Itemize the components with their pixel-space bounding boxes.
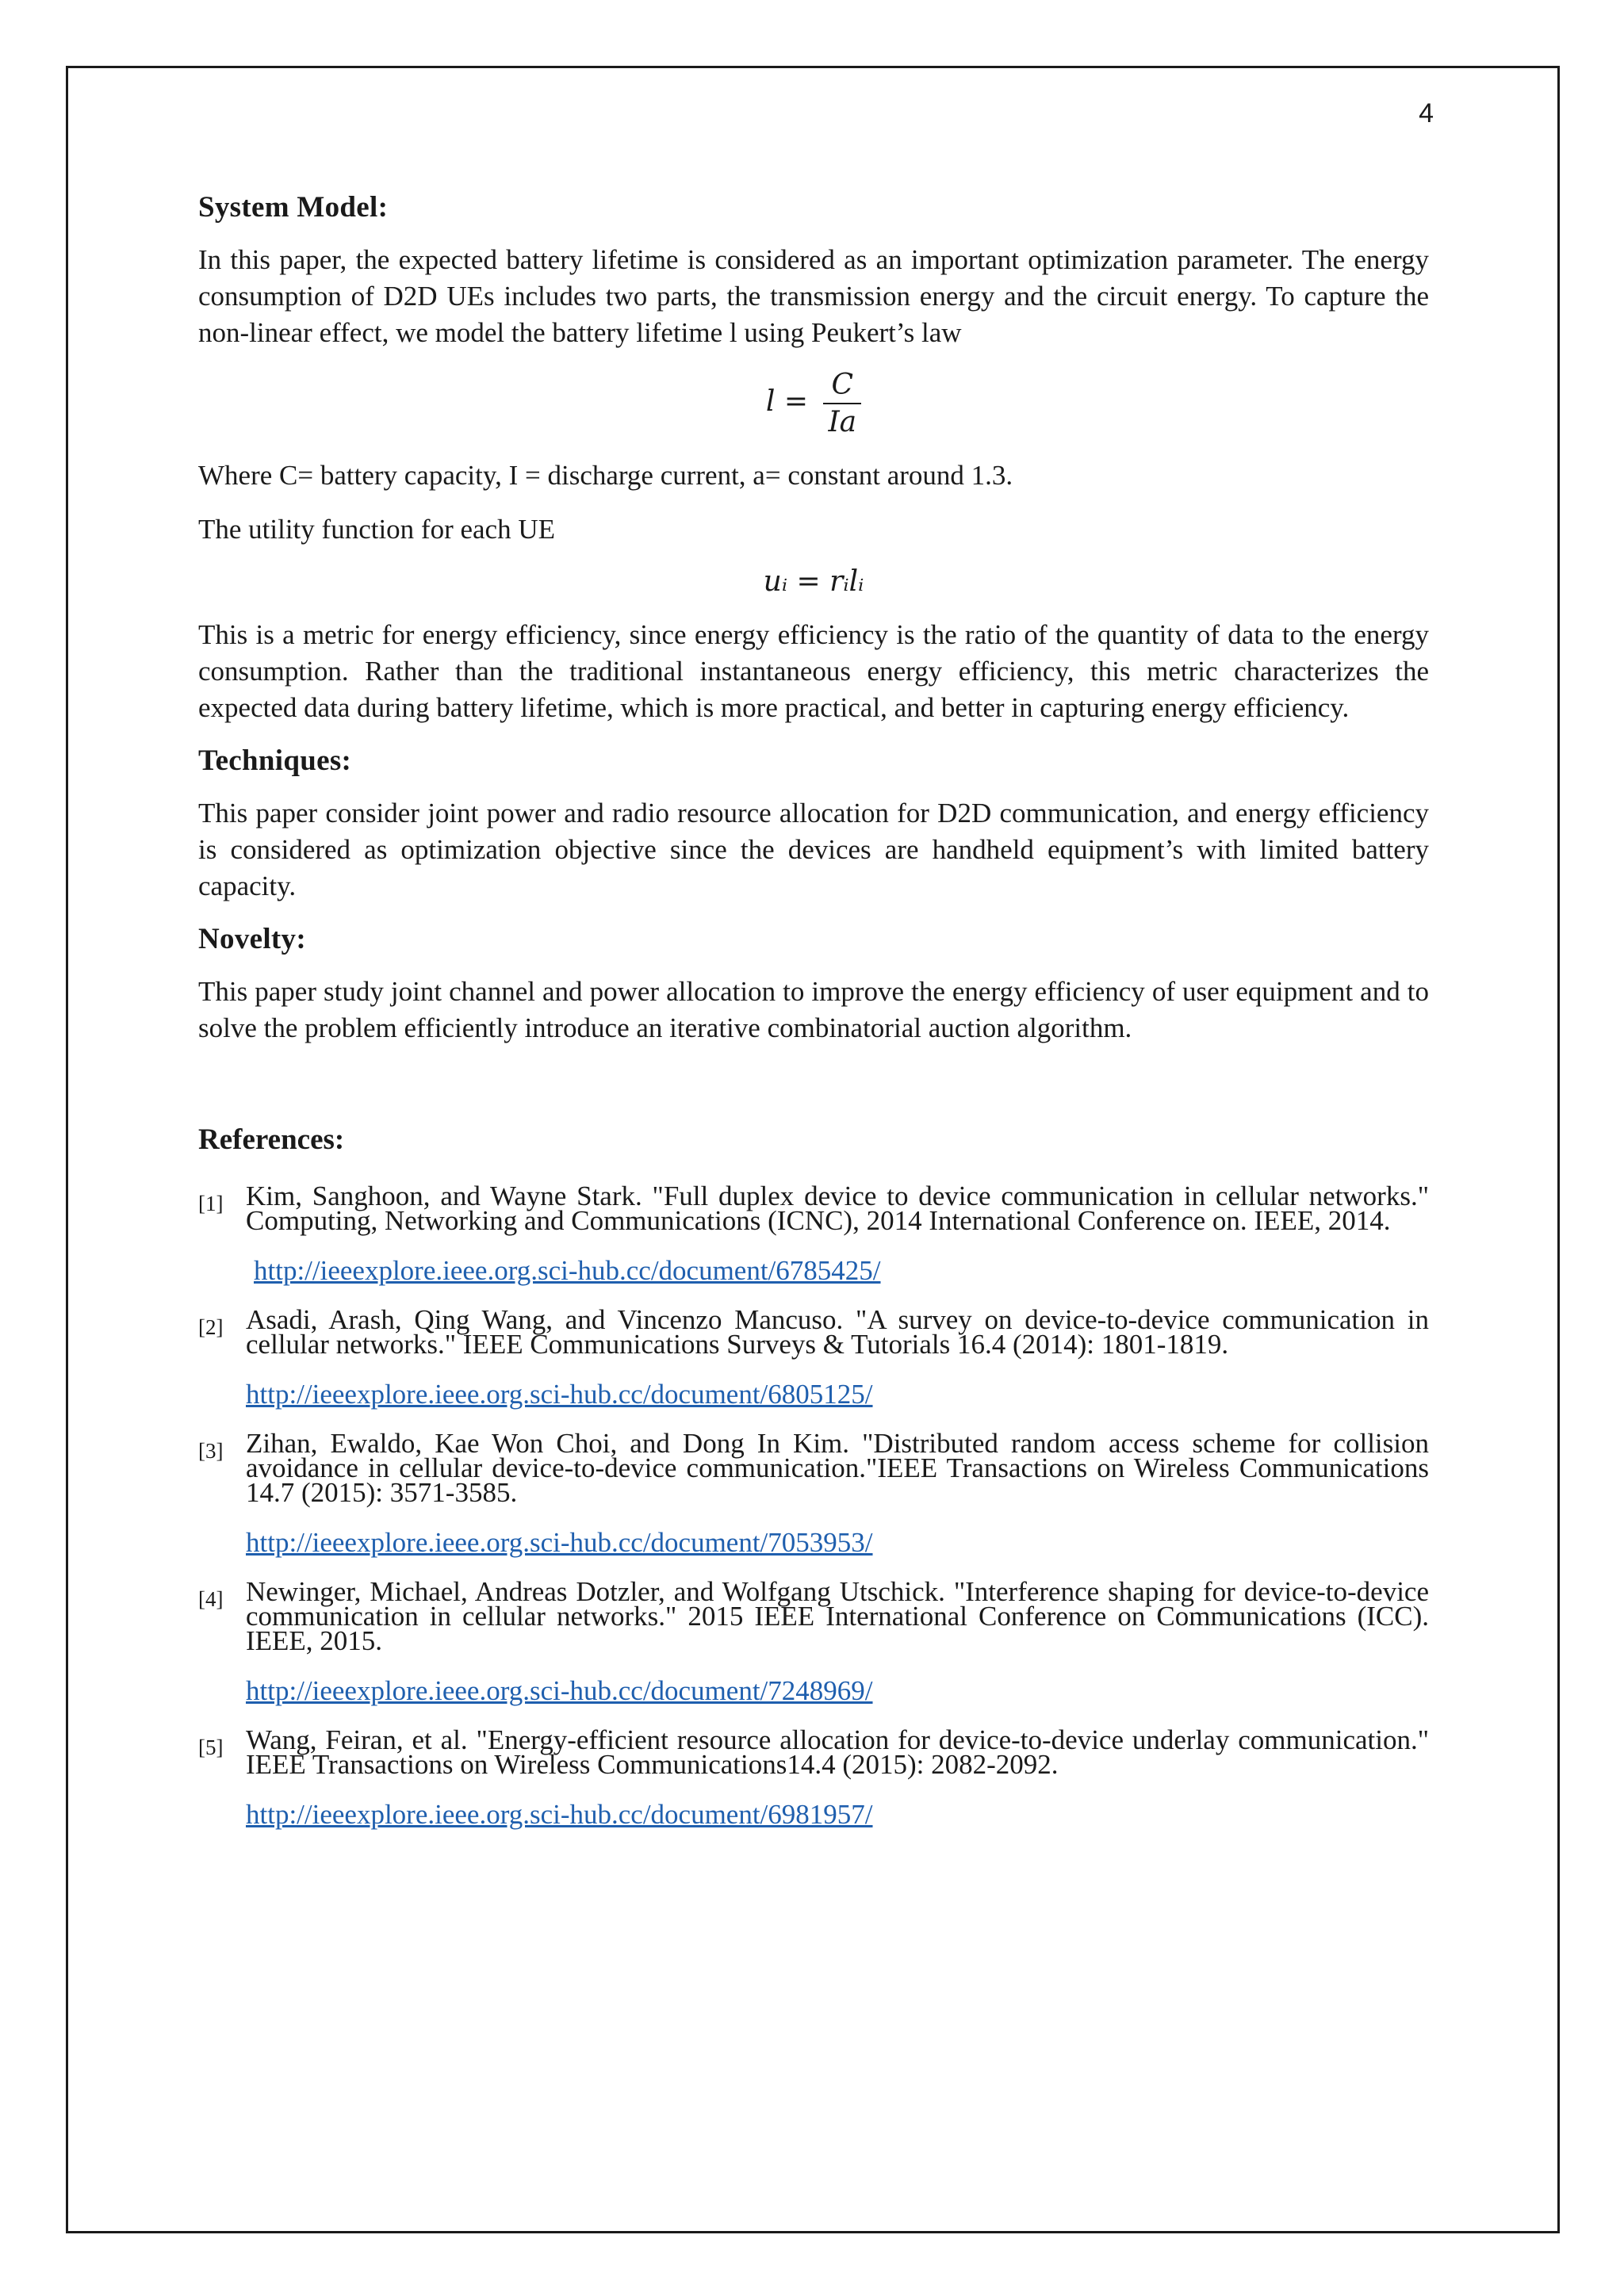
reference-link[interactable]: http://ieeexplore.ieee.org.sci-hub.cc/document/7053953/ [246, 1527, 873, 1558]
reference-text: Kim, Sanghoon, and Wayne Stark. "Full duplex device to device communication in cellular networks." Computing, Networking and Communications (ICNC), 2014 International Conference on. IEEE, 2014. [246, 1181, 1429, 1236]
reference-item [198, 1428, 1429, 1559]
utility-equation: uᵢ = rᵢlᵢ [763, 565, 864, 598]
reference-text: Newinger, Michael, Andreas Dotzler, and Wolfgang Utschick. "Interference shaping for device-to-device communication in cellular networks." 2015 IEEE International Conference on Communications (ICC). IEEE, 2015. [246, 1576, 1429, 1656]
equation-lhs: l = [765, 385, 808, 418]
reference-link[interactable]: http://ieeexplore.ieee.org.sci-hub.cc/document/6805125/ [246, 1379, 873, 1410]
system-model-paragraph-3: The utility function for each UE [198, 514, 555, 545]
reference-text: Wang, Feiran, et al. "Energy-efficient resource allocation for device-to-device underlay communication." IEEE Transactions on Wireless Communications14.4 (2015): 2082-2092. [246, 1724, 1429, 1780]
reference-link[interactable]: http://ieeexplore.ieee.org.sci-hub.cc/document/6785425/ [254, 1255, 881, 1286]
reference-number: [1] [198, 1192, 224, 1215]
equation-denominator: Ia [828, 406, 857, 438]
system-model-paragraph-2: Where C= battery capacity, I = discharge current, a= constant around 1.3. [198, 460, 1013, 491]
reference-text: Asadi, Arash, Qing Wang, and Vincenzo Mancuso. "A survey on device-to-device communication in cellular networks." IEEE Communications Surveys & Tutorials 16.4 (2014): 1801-1819. [246, 1304, 1429, 1360]
reference-link[interactable]: http://ieeexplore.ieee.org.sci-hub.cc/document/7248969/ [246, 1675, 873, 1706]
reference-item [198, 1304, 1429, 1410]
page-number: 4 [1419, 98, 1434, 128]
reference-number: [2] [198, 1315, 224, 1339]
reference-link[interactable]: http://ieeexplore.ieee.org.sci-hub.cc/document/6981957/ [246, 1799, 873, 1830]
system-model-heading: System Model: [198, 191, 389, 224]
novelty-heading: Novelty: [198, 923, 306, 955]
reference-item [198, 1724, 1429, 1831]
reference-number: [5] [198, 1735, 224, 1759]
reference-number: [4] [198, 1587, 224, 1611]
equation-fraction [823, 369, 861, 438]
reference-item [198, 1576, 1429, 1707]
system-model-paragraph-1: In this paper, the expected battery lifetime is considered as an important optimization parameter. The energy consumption of D2D UEs includes two parts, the transmission energy and the circuit energy. To capture the non-linear effect, we model the battery lifetime l using Peukert’s law [198, 244, 1429, 348]
peukert-equation [198, 369, 1429, 438]
equation-numerator: C [823, 369, 861, 404]
reference-number: [3] [198, 1439, 224, 1463]
page-content [198, 190, 1429, 1851]
novelty-paragraph: This paper study joint channel and power allocation to improve the energy efficiency of user equipment and to solve the problem efficiently introduce an iterative combinatorial auction algorithm. [198, 976, 1429, 1043]
techniques-heading: Techniques: [198, 744, 352, 777]
system-model-paragraph-4: This is a metric for energy efficiency, since energy efficiency is the ratio of the quantity of data to the energy consumption. Rather than the traditional instantaneous energy efficiency, this metric characterizes the expected data during battery lifetime, which is more practical, and better in capturing energy efficiency. [198, 619, 1429, 723]
reference-text: Zihan, Ewaldo, Kae Won Choi, and Dong In Kim. "Distributed random access scheme for collision avoidance in cellular device-to-device communication."IEEE Transactions on Wireless Communications 14.7 (2015): 3571-3585. [246, 1428, 1429, 1508]
techniques-paragraph: This paper consider joint power and radio resource allocation for D2D communication, and energy efficiency is considered as optimization objective since the devices are handheld equipment’s with limited battery capacity. [198, 798, 1429, 901]
references-heading: References: [198, 1123, 345, 1156]
reference-item [198, 1181, 1429, 1287]
